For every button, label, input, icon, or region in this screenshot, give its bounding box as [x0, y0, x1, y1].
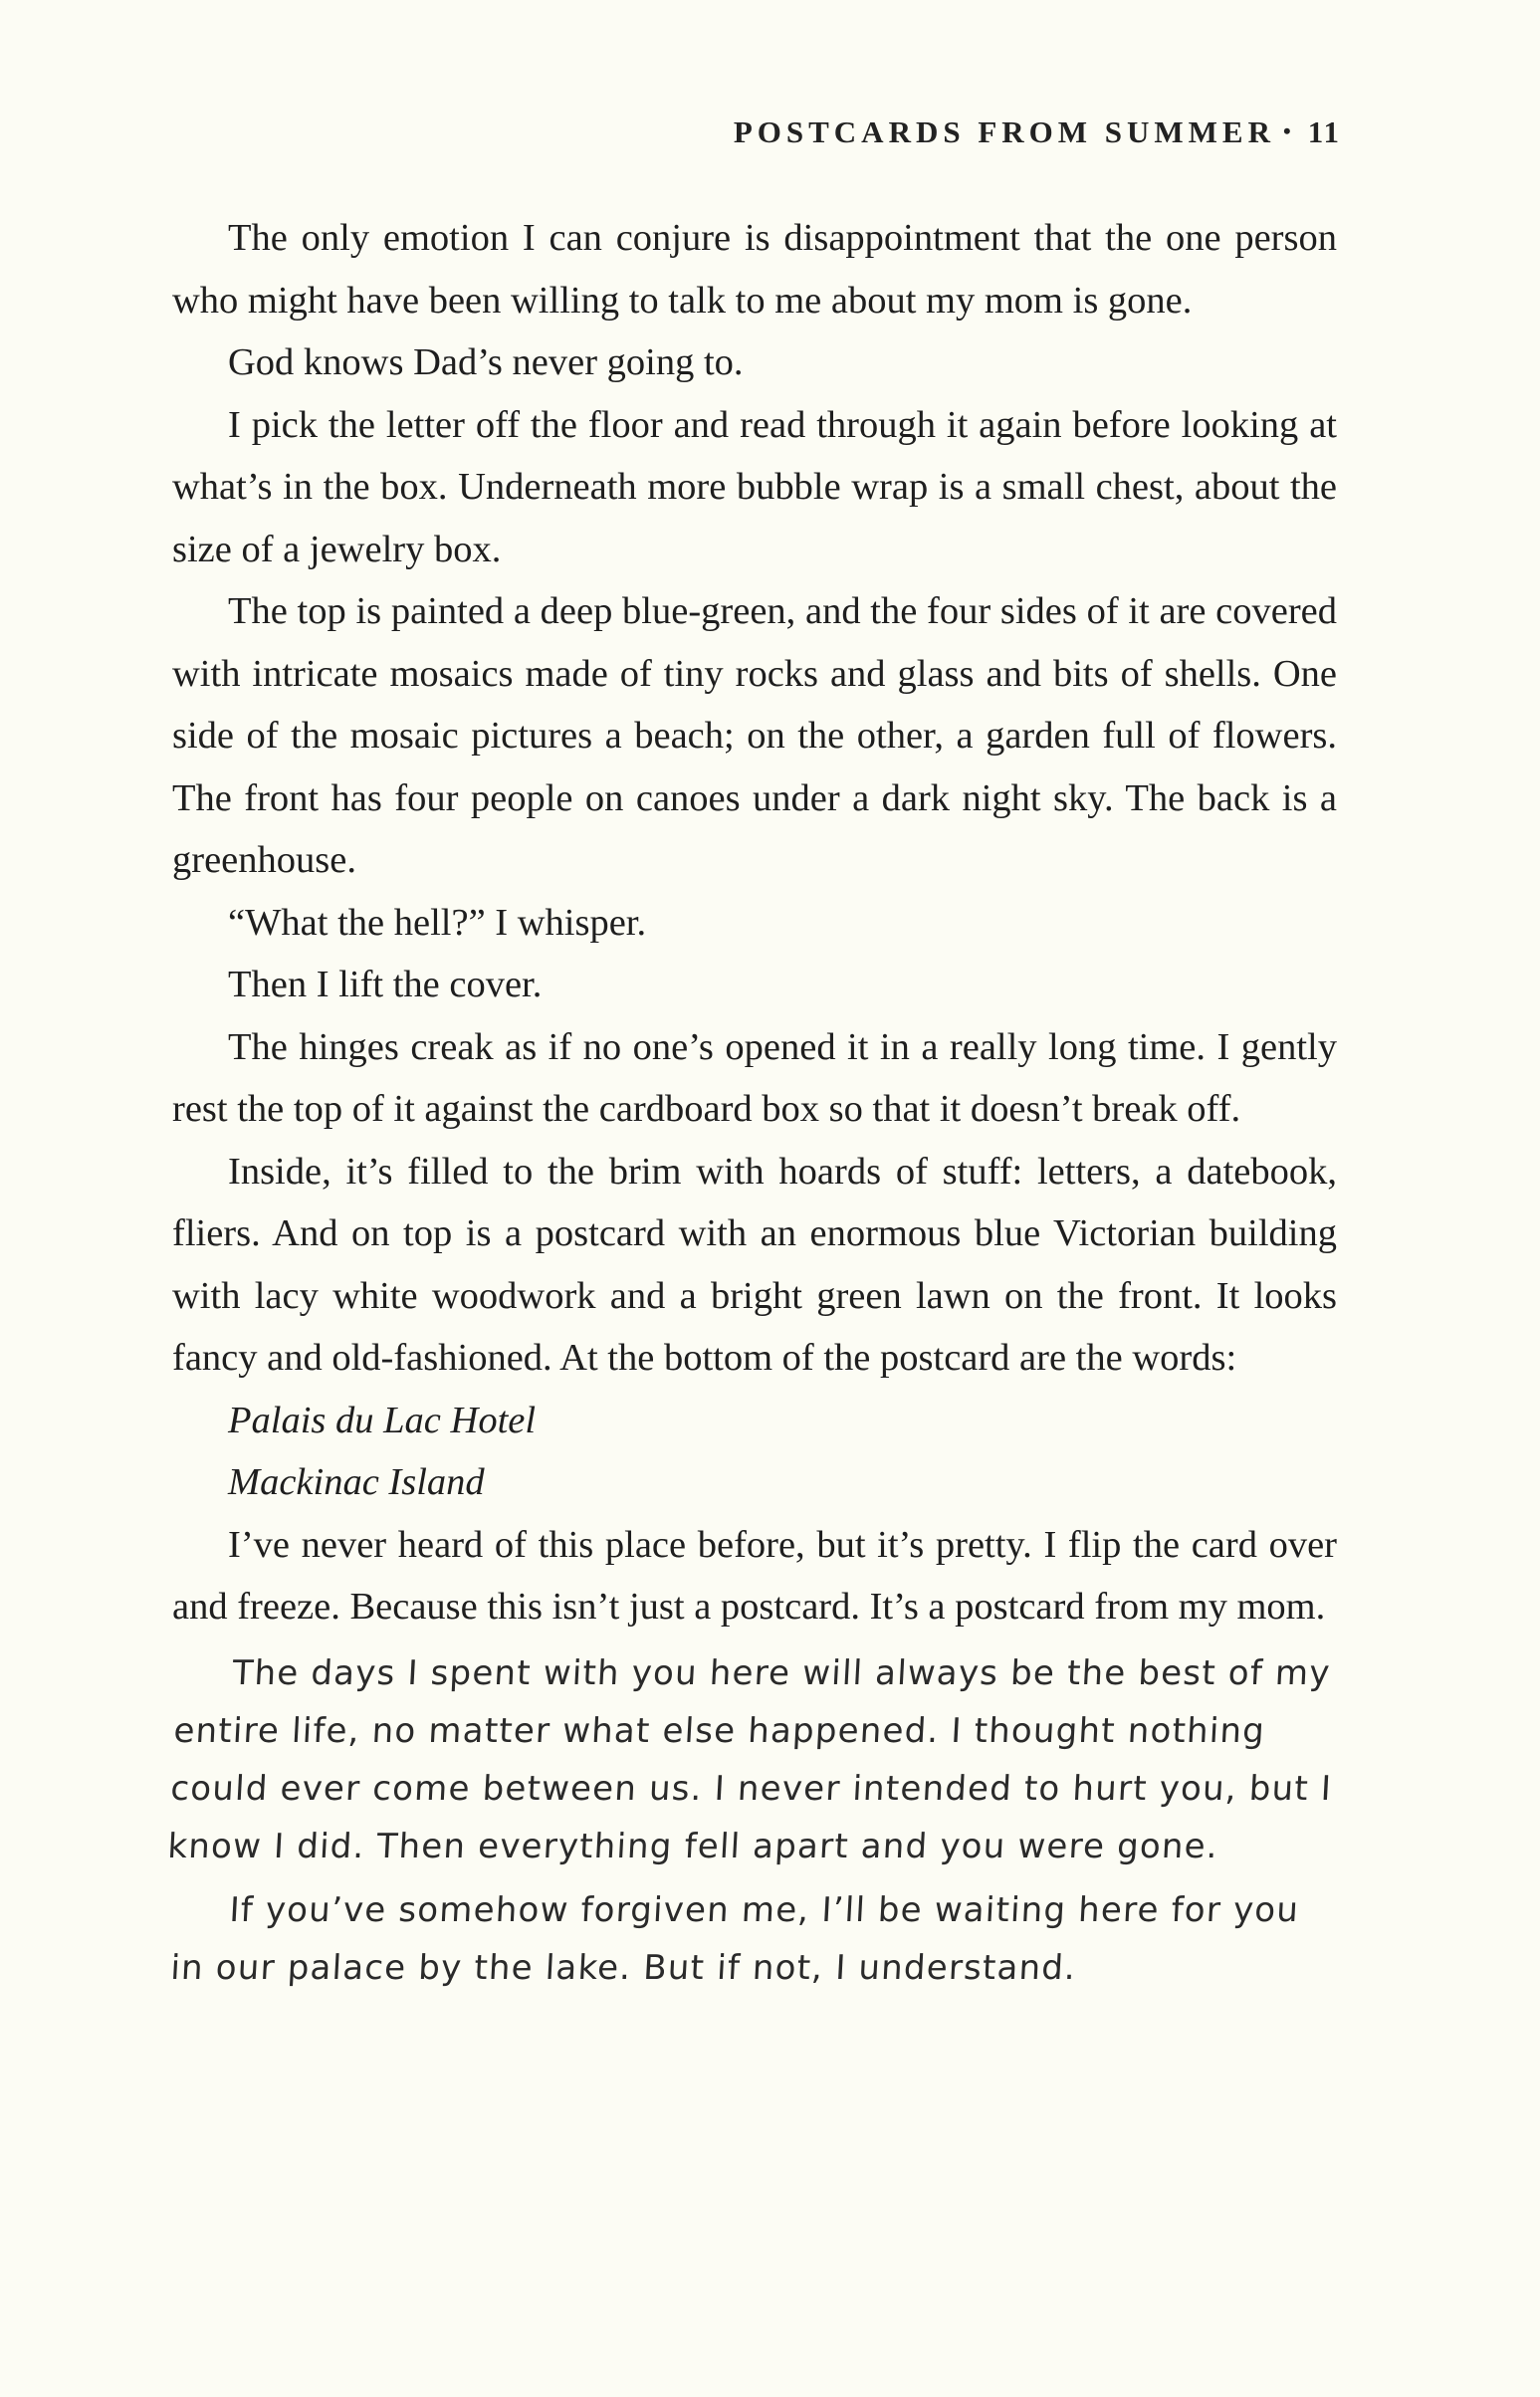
page-number: 11 [1307, 114, 1341, 149]
paragraph: God knows Dad’s never going to. [228, 341, 744, 383]
postcard-caption-line: Mackinac Island [228, 1461, 485, 1503]
paragraph: Inside, it’s filled to the brim with hoards of stuff: letters, a datebook, fliers. And on top is a postcard with an enormous blue Victorian building with lacy white woodwork and a bright green lawn on the front. It looks fancy and old-fashioned. At the bottom of the postcard are the words: [172, 1150, 1337, 1379]
paragraph: The only emotion I can conjure is disappointment that the one person who might have been willing to talk to me about my mom is gone. [172, 217, 1337, 322]
handwritten-note-paragraph: If you’ve somehow forgiven me, I’ll be waiting here for you in our palace by the lake. But if not, I understand. [169, 1889, 1301, 1988]
paragraph: I’ve never heard of this place before, but it’s pretty. I flip the card over and freeze. Because this isn’t just a postcard. It’s a postcard from my mom. [172, 1523, 1337, 1628]
body-text [166, 207, 1337, 1997]
paragraph: “What the hell?” I whisper. [228, 901, 647, 944]
paragraph: The hinges creak as if no one’s opened it in a really long time. I gently rest the top of it against the cardboard box so that it doesn’t break off. [172, 1025, 1337, 1130]
header-separator: • [1283, 118, 1296, 143]
paragraph: The top is painted a deep blue-green, and the four sides of it are covered with intricate mosaics made of tiny rocks and glass and bits of shells. One side of the mosaic pictures a beach; on the other, a garden full of flowers. The front has four people on canoes under a dark night sky. The back is a greenhouse. [172, 590, 1337, 881]
handwritten-note-paragraph: The days I spent with you here will always be the best of my entire life, no matter what else happened. I thought nothing could ever come between us. I never intended to hurt you, but I know I did. Then everything fell apart and you were gone. [166, 1652, 1334, 1866]
running-head [734, 114, 1341, 150]
paragraph: Then I lift the cover. [228, 964, 543, 1005]
paragraph: I pick the letter off the floor and read through it again before looking at what’s in the box. Underneath more bubble wrap is a small chest, about the size of a jewelry box. [172, 403, 1337, 570]
book-title: POSTCARDS FROM SUMMER [733, 114, 1275, 149]
postcard-caption-line: Palais du Lac Hotel [228, 1399, 537, 1441]
